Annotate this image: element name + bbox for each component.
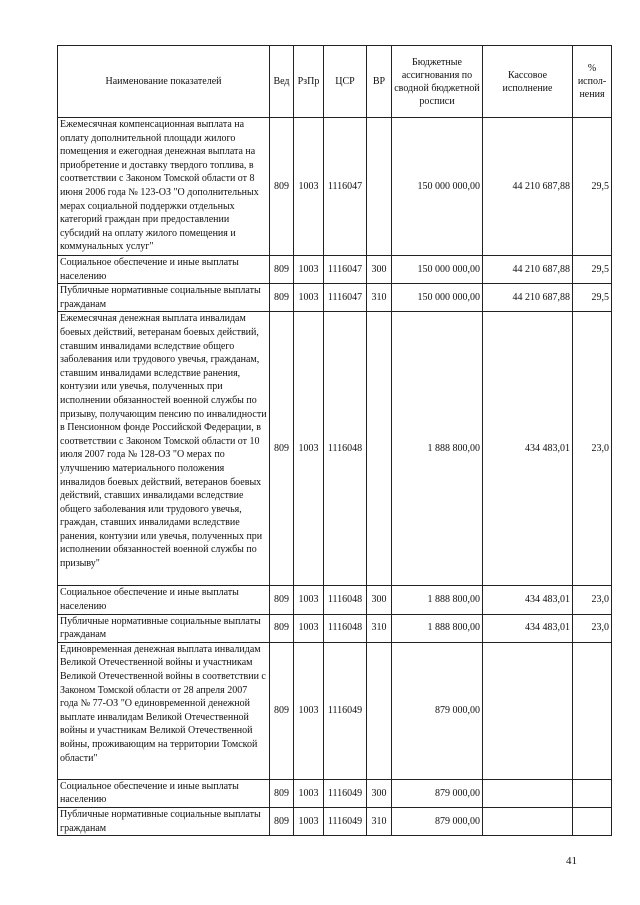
row-vr: 300 (367, 256, 392, 284)
row-rzpr: 1003 (294, 614, 324, 642)
row-csr: 1116047 (324, 284, 367, 312)
row-budget: 879 000,00 (392, 642, 483, 779)
row-vr (367, 118, 392, 256)
header-rzpr: РзПр (294, 46, 324, 118)
table-row (58, 284, 612, 312)
row-budget: 150 000 000,00 (392, 284, 483, 312)
row-vr: 310 (367, 284, 392, 312)
row-ved: 809 (270, 642, 294, 779)
row-percent: 23,0 (573, 614, 612, 642)
row-budget: 1 888 800,00 (392, 614, 483, 642)
header-vr: ВР (367, 46, 392, 118)
row-csr: 1116049 (324, 642, 367, 779)
row-rzpr: 1003 (294, 807, 324, 835)
row-name: Ежемесячная компенсационная выплата на оплату дополнительной площади жилого помещения и ежегодная денежная выплата на приобретение и доставку твердого топлива, в соответствии с Законом Томской области от 8 июня 2006 года № 123-ОЗ "О дополнительных мерах социальной поддержки отдельных категорий граждан при предоставлении субсидий на оплату жилого помещения и коммунальных услуг" (58, 118, 270, 256)
header-budget: Бюджетные ассигнования по сводной бюджетной росписи (392, 46, 483, 118)
table-row (58, 586, 612, 614)
header-row (58, 46, 612, 118)
row-vr: 310 (367, 614, 392, 642)
row-budget: 150 000 000,00 (392, 256, 483, 284)
table-row (58, 807, 612, 835)
row-ved: 809 (270, 118, 294, 256)
row-cash (483, 779, 573, 807)
row-name: Социальное обеспечение и иные выплаты населению (58, 256, 270, 284)
row-percent: 23,0 (573, 312, 612, 586)
row-name: Публичные нормативные социальные выплаты гражданам (58, 284, 270, 312)
row-budget: 879 000,00 (392, 779, 483, 807)
row-ved: 809 (270, 284, 294, 312)
table-row (58, 642, 612, 779)
table-row (58, 312, 612, 586)
row-cash: 434 483,01 (483, 614, 573, 642)
row-ved: 809 (270, 779, 294, 807)
row-ved: 809 (270, 614, 294, 642)
row-ved: 809 (270, 256, 294, 284)
row-ved: 809 (270, 312, 294, 586)
row-percent: 29,5 (573, 284, 612, 312)
row-vr: 310 (367, 807, 392, 835)
header-percent: % испол-нения (573, 46, 612, 118)
row-ved: 809 (270, 586, 294, 614)
row-percent (573, 807, 612, 835)
row-csr: 1116047 (324, 118, 367, 256)
row-budget: 150 000 000,00 (392, 118, 483, 256)
row-cash (483, 807, 573, 835)
row-vr (367, 642, 392, 779)
table-row (58, 118, 612, 256)
row-csr: 1116049 (324, 779, 367, 807)
row-rzpr: 1003 (294, 118, 324, 256)
row-cash: 44 210 687,88 (483, 118, 573, 256)
row-ved: 809 (270, 807, 294, 835)
row-name: Социальное обеспечение и иные выплаты населению (58, 586, 270, 614)
table-row (58, 779, 612, 807)
table-row (58, 256, 612, 284)
row-cash: 434 483,01 (483, 312, 573, 586)
header-ved: Вед (270, 46, 294, 118)
row-rzpr: 1003 (294, 586, 324, 614)
row-rzpr: 1003 (294, 312, 324, 586)
row-rzpr: 1003 (294, 256, 324, 284)
row-name: Социальное обеспечение и иные выплаты населению (58, 779, 270, 807)
row-name: Публичные нормативные социальные выплаты гражданам (58, 614, 270, 642)
row-csr: 1116048 (324, 586, 367, 614)
row-cash: 434 483,01 (483, 586, 573, 614)
row-name: Публичные нормативные социальные выплаты гражданам (58, 807, 270, 835)
header-name: Наименование показателей (58, 46, 270, 118)
row-rzpr: 1003 (294, 284, 324, 312)
row-budget: 1 888 800,00 (392, 312, 483, 586)
row-vr: 300 (367, 779, 392, 807)
row-csr: 1116049 (324, 807, 367, 835)
row-name: Единовременная денежная выплата инвалидам Великой Отечественной войны и участникам Великой Отечественной войны в соответствии с Законом Томской области от 28 апреля 2007 года № 77-ОЗ "О единовременной денежной выплате инвалидам Великой Отечественной войны и участникам Великой Отечественной войны, проживающим на территории Томской области" (58, 642, 270, 779)
budget-table (57, 45, 612, 836)
header-csr: ЦСР (324, 46, 367, 118)
row-rzpr: 1003 (294, 642, 324, 779)
row-cash: 44 210 687,88 (483, 256, 573, 284)
row-rzpr: 1003 (294, 779, 324, 807)
row-cash: 44 210 687,88 (483, 284, 573, 312)
row-budget: 879 000,00 (392, 807, 483, 835)
header-cash: Кассовое исполнение (483, 46, 573, 118)
row-csr: 1116048 (324, 312, 367, 586)
row-vr (367, 312, 392, 586)
row-csr: 1116047 (324, 256, 367, 284)
row-vr: 300 (367, 586, 392, 614)
row-percent (573, 779, 612, 807)
row-csr: 1116048 (324, 614, 367, 642)
page-number: 41 (566, 855, 577, 867)
row-percent (573, 642, 612, 779)
row-percent: 29,5 (573, 256, 612, 284)
row-cash (483, 642, 573, 779)
table-row (58, 614, 612, 642)
row-percent: 29,5 (573, 118, 612, 256)
row-name: Ежемесячная денежная выплата инвалидам боевых действий, ветеранам боевых действий, ставшим инвалидами вследствие общего заболевания или трудового увечья, гражданам, ставшим инвалидами вследствие ранения, контузии или увечья, полученных при исполнении обязанностей военной службы по призыву, получающим пенсию по инвалидности в Пенсионном фонде Российской Федерации, в соответствии с Законом Томской области от 10 июля 2007 года № 128-ОЗ "О мерах по улучшению материального положения инвалидов боевых действий, ветеранов боевых действий, ставших инвалидами вследствие общего заболевания или трудового увечья, граждан, ставших инвалидами вследствие ранения, контузии или увечья, полученных при исполнении обязанностей военной службы по призыву" (58, 312, 270, 586)
row-budget: 1 888 800,00 (392, 586, 483, 614)
row-percent: 23,0 (573, 586, 612, 614)
